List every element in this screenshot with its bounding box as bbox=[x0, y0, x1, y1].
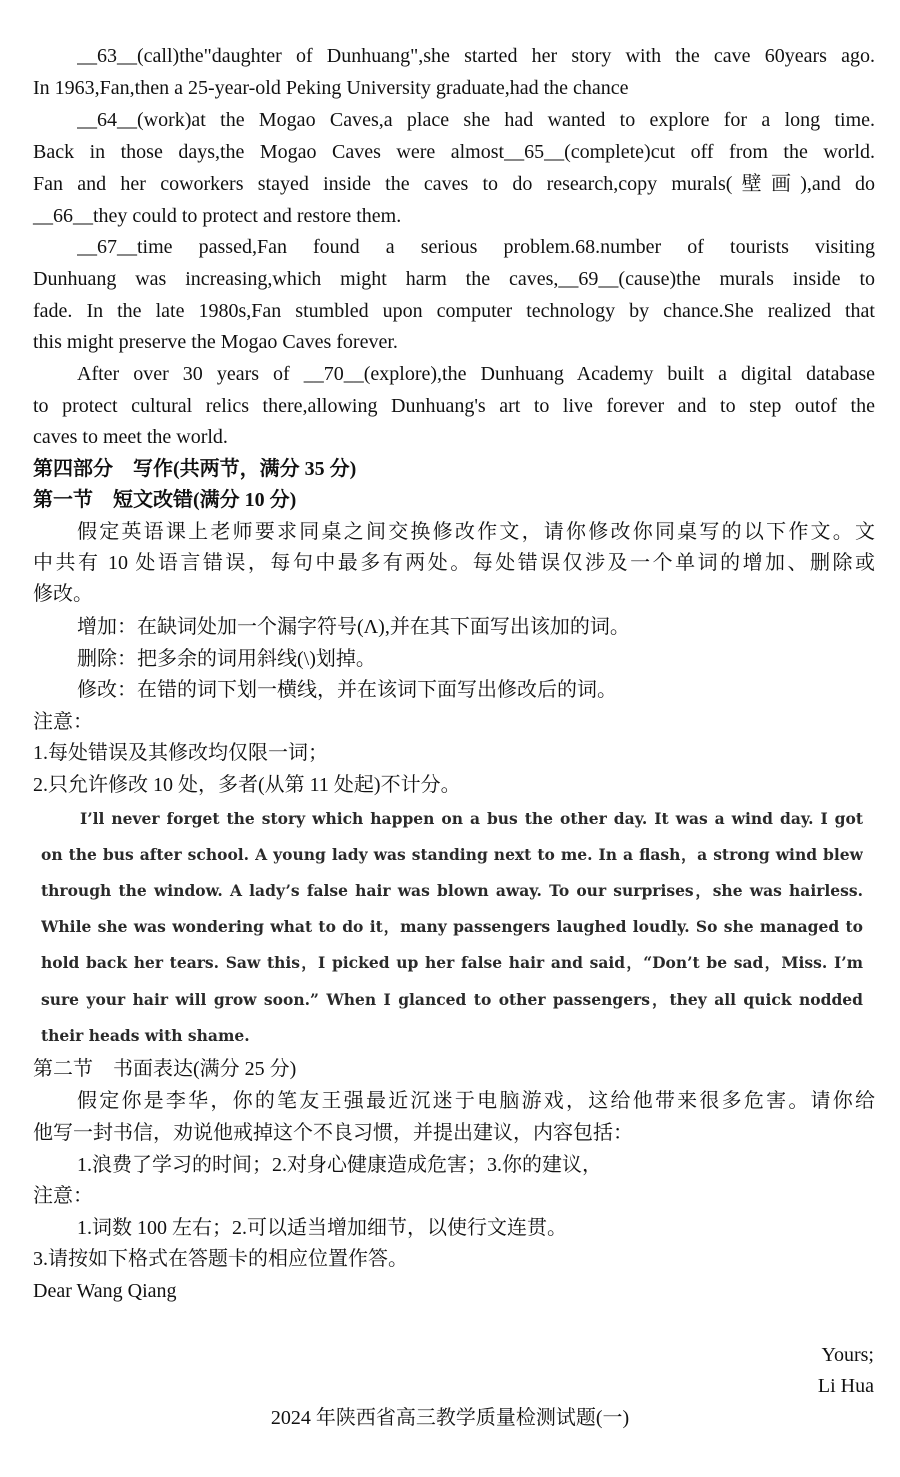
instruction-line: 注意： bbox=[33, 1185, 93, 1207]
passage-line: __63__(call)the"daughter of Dunhuang",she started her story with the cave 60years ago. bbox=[77, 45, 875, 67]
passage-line: __66__they could to protect and restore them. bbox=[33, 205, 402, 227]
passage-line: to protect cultural relics there,allowing Dunhuang's art to live forever and to step outof the bbox=[33, 395, 875, 417]
passage-line: In 1963,Fan,then a 25-year-old Peking University graduate,had the chance bbox=[33, 77, 629, 99]
instruction-line: 2.只允许修改 10 处，多者(从第 11 处起)不计分。 bbox=[33, 774, 461, 796]
letter-closing: Yours; bbox=[821, 1344, 874, 1366]
essay-line: on the bus after school. A young lady was standing next to me. In a flash，a strong wind blew bbox=[41, 845, 863, 864]
instruction-line: 1.每处错误及其修改均仅限一词； bbox=[33, 742, 328, 764]
instruction-line: 中共有 10 处语言错误，每句中最多有两处。每处错误仅涉及一个单词的增加、删除或 bbox=[33, 552, 875, 574]
section2-heading: 第二节 书面表达(满分 25 分) bbox=[33, 1058, 297, 1080]
instruction-line: 他写一封书信，劝说他戒掉这个不良习惯，并提出建议，内容包括： bbox=[33, 1122, 633, 1144]
part4-heading: 第四部分 写作(共两节，满分 35 分) bbox=[33, 458, 357, 480]
passage-line: fade. In the late 1980s,Fan stumbled upon computer technology by chance.She realized that bbox=[33, 300, 875, 322]
instruction-line: 假定英语课上老师要求同桌之间交换修改作文，请你修改你同桌写的以下作文。文 bbox=[77, 521, 875, 543]
instruction-line: 增加：在缺词处加一个漏字符号(Λ),并在其下面写出该加的词。 bbox=[77, 616, 630, 638]
essay-line: sure your hair will grow soon.” When I glanced to other passengers，they all quick nodded bbox=[41, 990, 863, 1009]
passage-line: Dunhuang was increasing,which might harm the caves,__69__(cause)the murals inside to bbox=[33, 268, 875, 290]
instruction-line: 修改。 bbox=[33, 583, 93, 605]
letter-signature: Li Hua bbox=[817, 1375, 874, 1397]
letter-salutation: Dear Wang Qiang bbox=[33, 1280, 177, 1302]
passage-line: Back in those days,the Mogao Caves were almost__65__(complete)cut off from the world. bbox=[33, 141, 875, 163]
passage-line: this might preserve the Mogao Caves forever. bbox=[33, 331, 398, 353]
essay-line: While she was wondering what to do it，many passengers laughed loudly. So she managed to bbox=[41, 917, 863, 936]
instruction-line: 修改：在错的词下划一横线，并在该词下面写出修改后的词。 bbox=[77, 679, 617, 701]
passage-line: Fan and her coworkers stayed inside the caves to do research,copy murals(壁画),and do bbox=[33, 173, 875, 195]
essay-line: through the window. A lady’s false hair was blown away. To our surprises，she was hairless. bbox=[41, 881, 863, 900]
page-footer: 2024 年陕西省高三教学质量检测试题(一) bbox=[270, 1407, 630, 1429]
instruction-line: 删除：把多余的词用斜线(\)划掉。 bbox=[77, 648, 376, 670]
instruction-line: 3.请按如下格式在答题卡的相应位置作答。 bbox=[33, 1248, 408, 1270]
instruction-line: 假定你是李华，你的笔友王强最近沉迷于电脑游戏，这给他带来很多危害。请你给 bbox=[77, 1090, 875, 1112]
passage-line: caves to meet the world. bbox=[33, 426, 228, 448]
passage-line: After over 30 years of __70__(explore),the Dunhuang Academy built a digital database bbox=[77, 363, 875, 385]
instruction-line: 注意： bbox=[33, 711, 93, 733]
essay-line: hold back her tears. Saw this，I picked up her false hair and said，“Don’t be sad，Miss. I’m bbox=[41, 953, 863, 972]
essay-line: their heads with shame. bbox=[41, 1026, 250, 1045]
passage-line: __64__(work)at the Mogao Caves,a place she had wanted to explore for a long time. bbox=[77, 109, 875, 131]
passage-line: __67__time passed,Fan found a serious problem.68.number of tourists visiting bbox=[77, 236, 875, 258]
section1-heading: 第一节 短文改错(满分 10 分) bbox=[33, 489, 297, 511]
essay-line: I’ll never forget the story which happen on a bus the other day. It was a wind day. I got bbox=[80, 809, 863, 828]
instruction-line: 1.词数 100 左右；2.可以适当增加细节，以使行文连贯。 bbox=[77, 1217, 567, 1239]
instruction-line: 1.浪费了学习的时间；2.对身心健康造成危害；3.你的建议， bbox=[77, 1154, 602, 1176]
